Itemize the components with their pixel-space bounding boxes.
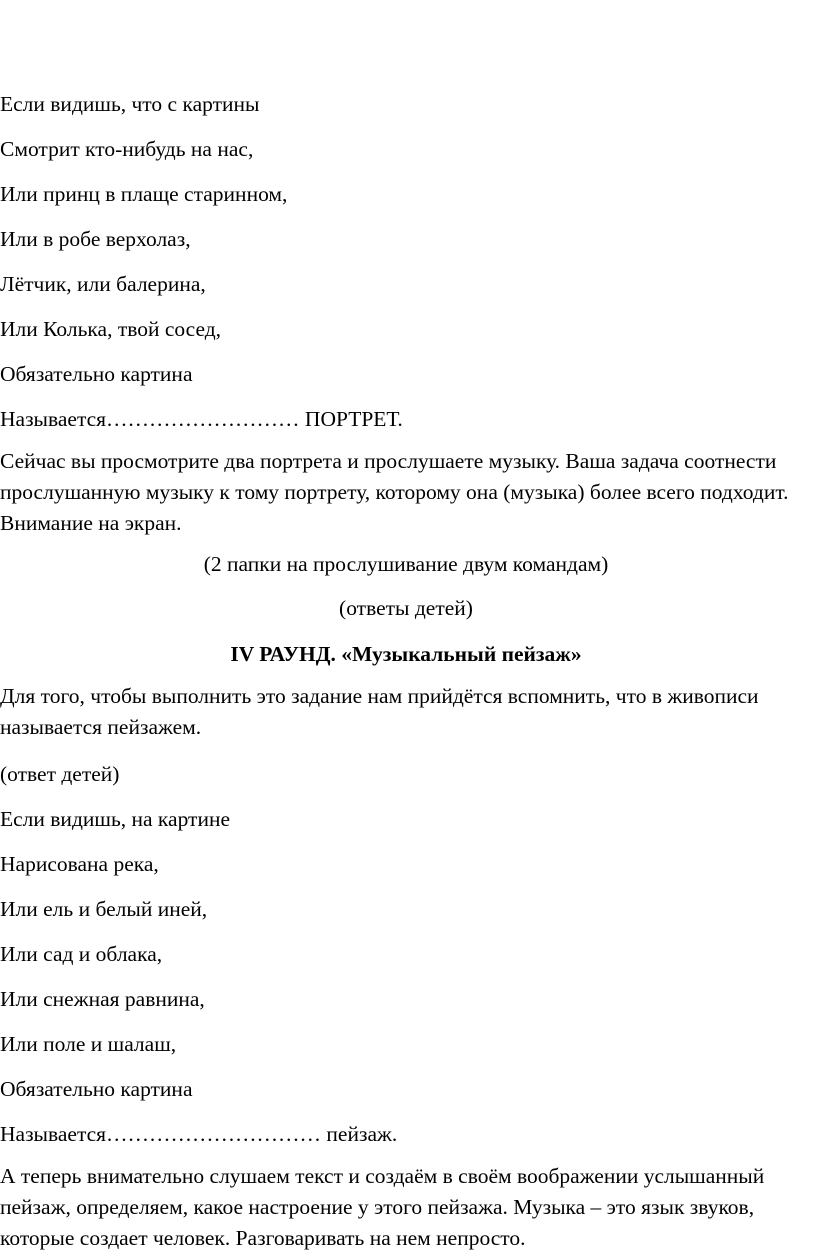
poem1-line-8: Называется……………………… ПОРТРЕТ. xyxy=(0,407,403,431)
poem1-line-4: Или в робе верхолаз, xyxy=(0,227,191,251)
poem2-line-2: Нарисована река, xyxy=(0,852,159,876)
poem1-line-3: Или принц в плаще старинном, xyxy=(0,182,288,206)
poem1-line-2: Смотрит кто-нибудь на нас, xyxy=(0,137,254,161)
task-paragraph-portrait: Сейчас вы просмотрите два портрета и прослушаете музыку. Ваша задача соотнести прослушанную музыку к тому портрету, которому она (музыка) более всего подходит. Внимание на экран. xyxy=(0,449,789,535)
task-paragraph-listening: А теперь внимательно слушаем текст и создаём в своём воображении услышанный пейзаж, определяем, какое настроение у этого пейзажа. Музыка – это язык звуков, которые создает человек. Разговаривать на нем непросто. xyxy=(0,1164,765,1250)
note-child-answer: (ответ детей) xyxy=(0,762,120,786)
poem2-line-1: Если видишь, на картине xyxy=(0,807,231,831)
note-folders: (2 папки на прослушивание двум командам) xyxy=(203,552,609,576)
poem1-line-1: Если видишь, что с картины xyxy=(0,92,260,116)
poem2-line-3: Или ель и белый иней, xyxy=(0,897,208,921)
poem1-line-7: Обязательно картина xyxy=(0,362,193,386)
poem2-line-4: Или сад и облака, xyxy=(0,942,163,966)
round-heading: IV РАУНД. «Музыкальный пейзаж» xyxy=(230,642,582,666)
poem1-line-6: Или Колька, твой сосед, xyxy=(0,317,222,341)
poem2-line-7: Обязательно картина xyxy=(0,1077,193,1101)
note-children-answers: (ответы детей) xyxy=(339,596,473,620)
poem1-line-5: Лётчик, или балерина, xyxy=(0,272,206,296)
task-paragraph-landscape: Для того, чтобы выполнить это задание нам прийдётся вспомнить, что в живописи называется пейзажем. xyxy=(0,684,759,739)
poem2-line-8: Называется………………………… пейзаж. xyxy=(0,1122,398,1146)
poem2-line-5: Или снежная равнина, xyxy=(0,987,205,1011)
poem2-line-6: Или поле и шалаш, xyxy=(0,1032,177,1056)
